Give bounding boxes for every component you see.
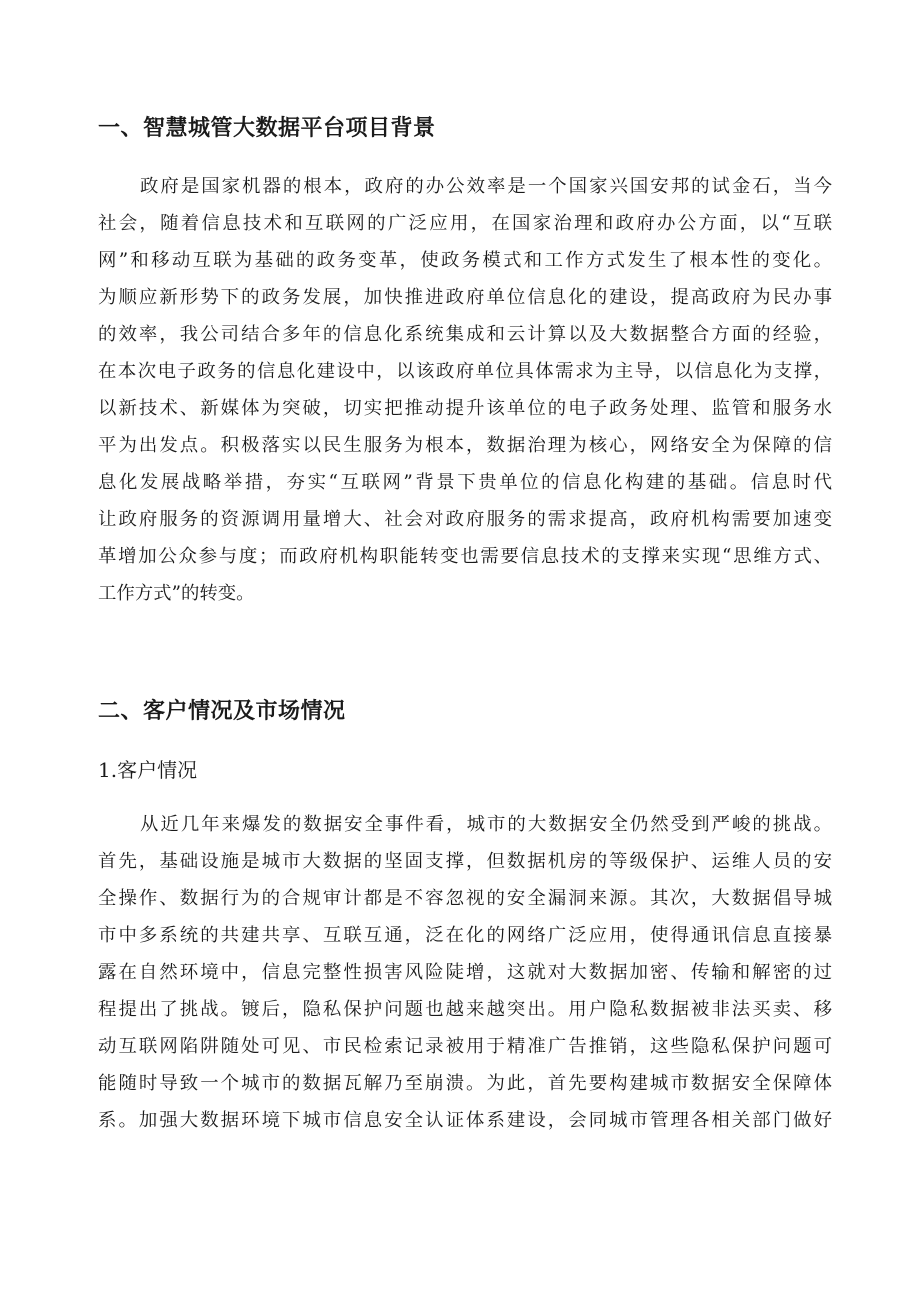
paragraph-line: 程提出了挑战。镀后，隐私保护问题也越来越突出。用户隐私数据被非法买卖、移 [98, 999, 832, 1020]
subsection-1-paragraph [98, 806, 832, 1139]
section-1-heading: 一、智慧城管大数据平台项目背景 [98, 116, 436, 141]
paragraph-line: 平为出发点。积极落实以民生服务为根本，数据治理为核心，网络安全为保障的信 [98, 435, 832, 456]
paragraph-line: 全操作、数据行为的合规审计都是不容忽视的安全漏洞来源。其次，大数据倡导城 [98, 888, 832, 909]
paragraph-line: 从近几年来爆发的数据安全事件看，城市的大数据安全仍然受到严峻的挑战。 [140, 814, 832, 835]
paragraph-line: 社会，随着信息技术和互联网的广泛应用，在国家治理和政府办公方面，以“互联 [98, 213, 832, 234]
paragraph-line: 革增加公众参与度；而政府机构职能转变也需要信息技术的支撑来实现“思维方式、 [98, 546, 832, 567]
paragraph-line: 政府是国家机器的根本，政府的办公效率是一个国家兴国安邦的试金石，当今 [140, 176, 832, 197]
paragraph-line: 息化发展战略举措，夯实“互联网”背景下贵单位的信息化构建的基础。信息时代 [98, 472, 832, 493]
paragraph-line: 网”和移动互联为基础的政务变革，使政务模式和工作方式发生了根本性的变化。 [98, 250, 832, 271]
paragraph-line: 以新技术、新媒体为突破，切实把推动提升该单位的电子政务处理、监管和服务水 [98, 398, 832, 419]
paragraph-line: 让政府服务的资源调用量增大、社会对政府服务的需求提高，政府机构需要加速变 [98, 509, 832, 530]
paragraph-line: 为顺应新形势下的政务发展，加快推进政府单位信息化的建设，提高政府为民办事 [98, 287, 832, 308]
paragraph-line: 动互联网陷阱随处可见、市民检索记录被用于精准广告推销，这些隐私保护问题可 [98, 1036, 832, 1057]
paragraph-line: 在本次电子政务的信息化建设中，以该政府单位具体需求为主导，以信息化为支撑， [98, 361, 832, 382]
paragraph-line: 首先，基础设施是城市大数据的坚固支撑，但数据机房的等级保护、运维人员的安 [98, 851, 832, 872]
paragraph-line: 的效率，我公司结合多年的信息化系统集成和云计算以及大数据整合方面的经验， [98, 324, 832, 345]
paragraph-line: 能随时导致一个城市的数据瓦解乃至崩溃。为此，首先要构建城市数据安全保障体 [98, 1073, 832, 1094]
section-1-paragraph [98, 168, 832, 612]
paragraph-line: 系。加强大数据环境下城市信息安全认证体系建设，会同城市管理各相关部门做好 [98, 1110, 832, 1131]
section-2-heading: 二、客户情况及市场情况 [98, 699, 346, 724]
paragraph-line: 市中多系统的共建共享、互联互通，泛在化的网络广泛应用，使得通讯信息直接暴 [98, 925, 832, 946]
paragraph-line: 工作方式”的转变。 [98, 583, 255, 604]
paragraph-line: 露在自然环境中，信息完整性损害风险陡增，这就对大数据加密、传输和解密的过 [98, 962, 832, 983]
subsection-1-heading: 1.客户情况 [98, 758, 198, 782]
